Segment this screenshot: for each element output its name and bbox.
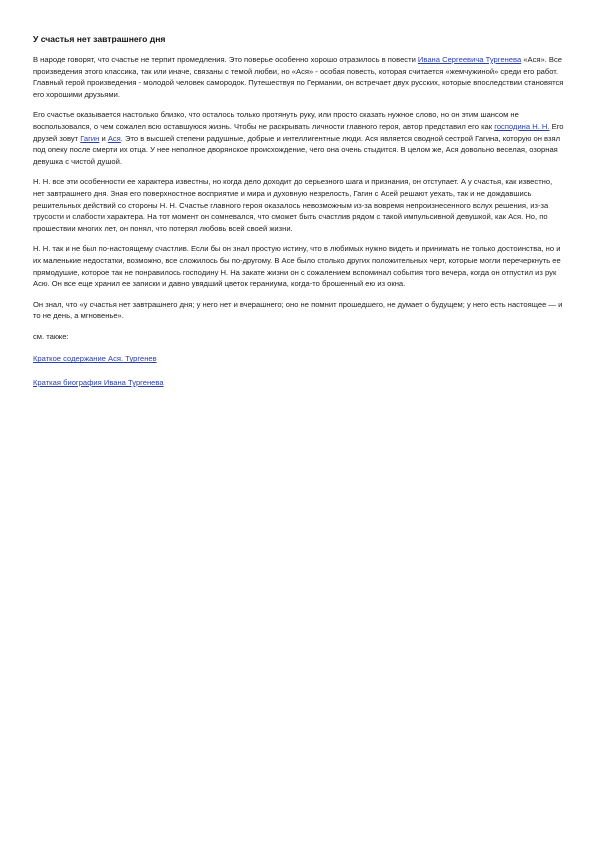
summary-link-line xyxy=(33,353,565,365)
paragraph-4: Н. Н. так и не был по-настоящему счастлив. Если бы он знал простую истину, что в любимых нужно видеть и принимать не только достоинства, но и их маленькие недостатки, возможно, все сложилось бы по-другому. В Асе было столько других положительных черт, которые могли перечеркнуть ее прямодушие, которое так не понравилось господину Н. На закате жизни он с сожалением вспоминал события того вечера, когда он отпустил из рук Асю. Он все еще хранил ее записки и давно увядший цветок гераниума, когда-то брошенный ею из окна. xyxy=(33,244,561,289)
see-also-label: см. также: xyxy=(33,331,69,341)
paragraph-1-text-b: «Ася». Все произведения этого классика, так или иначе, связаны с темой любви, но «Ася» - особая повесть, которая считается «жемчужиной» среди его работ. Главный герой произведения - молодой человек самородок. Путешествуя по Германии, он встречает двух русских, которые впоследствии становятся его хорошими друзьями. xyxy=(33,55,564,99)
paragraph-2-text-d: . Это в высшей степени радушные, добрые и интеллигентные люди. Ася является сводной сестрой Гагина, которую он взял под опеку после смерти их отца. У нее неполное дворянское происхождение, чего она очень стыдится. В целом же, Ася довольно веселая, озорная девушка с чистой душой. xyxy=(33,133,561,166)
gagin-link[interactable]: Гагин xyxy=(80,133,100,143)
paragraph-2-text-a: Его счастье оказывается настолько близко, что осталось только протянуть руку, или просто сказать нужное слово, но он этим шансом не воспользовался, о чем сожалел всю оставшуюся жизнь. Чтобы не раскрывать личности главного героя, автор представил его как xyxy=(33,110,519,131)
gospodin-nn-link[interactable]: господина Н. Н. xyxy=(494,121,550,131)
paragraph-3: Н. Н. все эти особенности ее характера известны, но когда дело доходит до серьезного шага и признания, он отступает. А у счастья, как известно, нет завтрашнего дня. Зная его поверхностное восприятие и мира и духовную незрелость, Гагин с Асей решают уехать, так и не дождавшись решительных действий со стороны Н. Н. Счастье главного героя оказалось невозможным из-за вовремя непроизнесенного вслух решения, из-за трусости и слабости характера. На тот момент он сомневался, что сможет быть счастлив рядом с такой импульсивной девушкой, как Ася. Но, по прошествии многих лет, он понял, что потерял любовь всей своей жизни. xyxy=(33,177,553,233)
paragraph-5: Он знал, что «у счастья нет завтрашнего дня; у него нет и вчерашнего; оно не помнит прошедшего, не думает о будущем; у него есть настоящее — и то не день, а мгновенье». xyxy=(33,299,563,321)
paragraph-2 xyxy=(33,109,565,167)
turgenev-link[interactable]: Ивана Сергеевича Тургенева xyxy=(417,55,522,64)
summary-link[interactable]: Краткое содержание Ася. Тургенев xyxy=(33,354,157,364)
article-title: У счастья нет завтрашнего дня xyxy=(33,34,166,44)
paragraph-1 xyxy=(33,54,565,100)
biography-link-line xyxy=(33,377,565,389)
paragraph-1-text-a: В народе говорят, что счастье не терпит промедления. Это поверье особенно хорошо отразилось в повести xyxy=(33,55,418,64)
paragraph-2-text-b: Его друзей зовут xyxy=(33,121,564,143)
asya-link[interactable]: Ася xyxy=(107,133,121,143)
biography-link[interactable]: Краткая биография Ивана Тургенева xyxy=(33,378,164,388)
paragraph-2-text-c: и xyxy=(99,133,108,143)
